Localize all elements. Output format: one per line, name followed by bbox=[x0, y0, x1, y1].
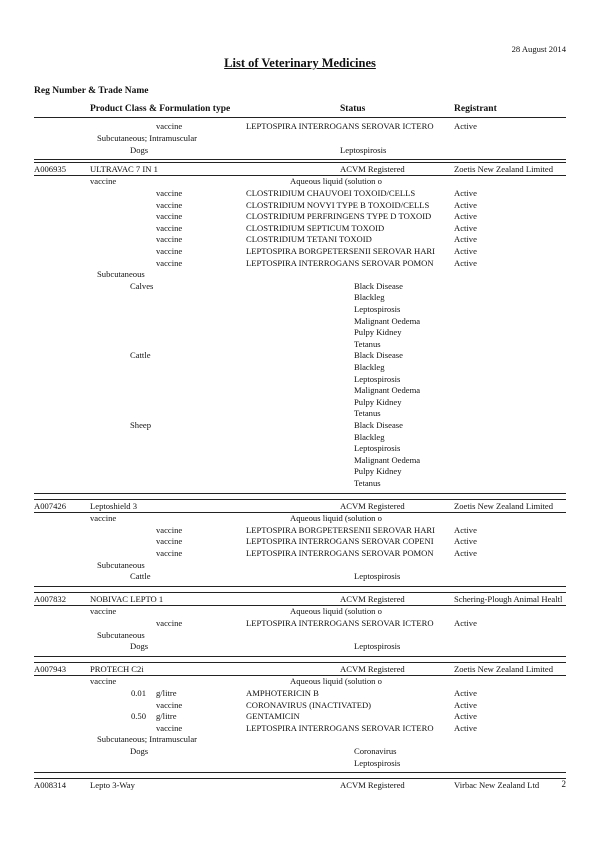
target-disease: Black Disease bbox=[354, 280, 403, 291]
target-disease: Leptospirosis bbox=[354, 641, 401, 652]
registrant-name: Zoetis New Zealand Limited bbox=[454, 500, 554, 511]
record-status: ACVM Registered bbox=[340, 163, 405, 174]
target-disease: Black Disease bbox=[354, 420, 403, 430]
reg-number: A008314 bbox=[34, 780, 66, 791]
ingredient-name: LEPTOSPIRA INTERROGANS SEROVAR ICTERO bbox=[246, 121, 434, 131]
registrant-name: Zoetis New Zealand Limited bbox=[454, 163, 554, 174]
ingredient-name: LEPTOSPIRA BORGPETERSENII SEROVAR HARI bbox=[246, 246, 436, 256]
ingredient-name: CLOSTRIDIUM TETANI TOXOID bbox=[246, 234, 372, 245]
target-disease: Coronavirus bbox=[354, 746, 397, 756]
ingredient-name: CLOSTRIDIUM PERFRINGENS TYPE D TOXOID bbox=[246, 211, 432, 222]
target-disease: Pulpy Kidney bbox=[354, 327, 402, 338]
route: Subcutaneous bbox=[97, 629, 145, 640]
reg-number: A007426 bbox=[34, 500, 66, 511]
ingredient-unit: vaccine bbox=[156, 199, 183, 210]
trade-name: Lepto 3-Way bbox=[90, 780, 135, 791]
ingredient-status: Active bbox=[454, 199, 477, 210]
ingredient-status: Active bbox=[454, 548, 477, 558]
ingredient-status: Active bbox=[454, 121, 477, 131]
route: Subcutaneous; Intramuscular bbox=[97, 132, 197, 143]
formulation-type: Aqueous liquid (solution o bbox=[290, 513, 382, 524]
page-number: 2 bbox=[561, 779, 566, 789]
trade-name: ULTRAVAC 7 IN 1 bbox=[90, 163, 158, 174]
target-disease: Leptospirosis bbox=[354, 571, 401, 582]
product-class: vaccine bbox=[90, 676, 117, 687]
target-species: Dogs bbox=[130, 641, 149, 652]
target-species: Sheep bbox=[130, 420, 152, 430]
reg-number: A007832 bbox=[34, 593, 66, 604]
record-bottom-rule bbox=[34, 772, 566, 773]
record-top-rule bbox=[34, 499, 566, 500]
formulation-type: Aqueous liquid (solution o bbox=[290, 606, 382, 617]
record-bottom-rule bbox=[34, 493, 566, 494]
ingredient-status: Active bbox=[454, 257, 477, 268]
ingredient-status: Active bbox=[454, 234, 477, 245]
ingredient-name: LEPTOSPIRA INTERROGANS SEROVAR POMON bbox=[246, 548, 434, 558]
ingredient-status: Active bbox=[454, 618, 477, 628]
ingredient-name: GENTAMICIN bbox=[246, 711, 300, 722]
ingredient-unit: vaccine bbox=[156, 211, 183, 222]
target-disease: Malignant Oedema bbox=[354, 454, 421, 465]
target-species: Dogs bbox=[130, 145, 149, 156]
ingredient-status: Active bbox=[454, 524, 477, 535]
ingredient-unit: vaccine bbox=[156, 222, 183, 233]
target-disease: Malignant Oedema bbox=[354, 315, 421, 326]
ingredient-unit: vaccine bbox=[156, 524, 183, 535]
header-registrant: Registrant bbox=[454, 104, 497, 114]
ingredient-amount: 0.01 bbox=[130, 688, 146, 698]
target-disease: Tetanus bbox=[354, 408, 381, 419]
product-class: vaccine bbox=[90, 176, 117, 187]
ingredient-name: CLOSTRIDIUM CHAUVOEI TOXOID/CELLS bbox=[246, 188, 416, 198]
trade-name: PROTECH C2i bbox=[90, 663, 144, 674]
ingredient-status: Active bbox=[454, 222, 477, 233]
ingredient-unit: vaccine bbox=[156, 548, 183, 558]
ingredient-name: LEPTOSPIRA BORGPETERSENII SEROVAR HARI bbox=[246, 524, 436, 535]
ingredient-name: AMPHOTERICIN B bbox=[246, 688, 319, 698]
ingredient-status: Active bbox=[454, 688, 477, 698]
ingredient-status: Active bbox=[454, 246, 477, 256]
trade-name: Leptoshield 3 bbox=[90, 500, 138, 511]
ingredient-unit: g/litre bbox=[156, 688, 177, 698]
ingredient-name: LEPTOSPIRA INTERROGANS SEROVAR ICTERO bbox=[246, 722, 434, 733]
reg-number: A007943 bbox=[34, 663, 66, 674]
target-species: Cattle bbox=[130, 350, 151, 361]
record-bottom-rule bbox=[34, 656, 566, 657]
report-date: 28 August 2014 bbox=[511, 44, 566, 54]
registrant-name: Zoetis New Zealand Limited bbox=[454, 663, 554, 674]
record-top-rule bbox=[34, 592, 566, 593]
ingredient-status: Active bbox=[454, 211, 477, 222]
target-disease: Leptospirosis bbox=[354, 443, 401, 454]
ingredient-unit: g/litre bbox=[156, 711, 177, 722]
header-product-class: Product Class & Formulation type bbox=[90, 104, 231, 114]
ingredient-status: Active bbox=[454, 536, 477, 547]
target-disease: Leptospirosis bbox=[354, 757, 401, 768]
product-class: vaccine bbox=[90, 606, 117, 617]
record-separator bbox=[34, 159, 566, 160]
record-status: ACVM Registered bbox=[340, 780, 405, 791]
ingredient-unit: vaccine bbox=[156, 121, 183, 131]
target-species: Calves bbox=[130, 280, 154, 291]
target-disease: Pulpy Kidney bbox=[354, 466, 402, 477]
record-bottom-rule bbox=[34, 586, 566, 587]
target-disease: Malignant Oedema bbox=[354, 385, 421, 396]
target-disease: Tetanus bbox=[354, 478, 381, 488]
ingredient-status: Active bbox=[454, 722, 477, 733]
page-title: List of Veterinary Medicines bbox=[224, 56, 376, 70]
header-reg-trade: Reg Number & Trade Name bbox=[34, 86, 149, 96]
reg-number: A006935 bbox=[34, 163, 66, 174]
ingredient-unit: vaccine bbox=[156, 188, 183, 198]
target-disease: Tetanus bbox=[354, 338, 381, 349]
record-status: ACVM Registered bbox=[340, 663, 405, 674]
ingredient-unit: vaccine bbox=[156, 257, 183, 268]
ingredient-status: Active bbox=[454, 699, 477, 710]
header-status: Status bbox=[340, 104, 366, 114]
registrant-name: Schering-Plough Animal Healtl bbox=[454, 593, 563, 604]
ingredient-name: CLOSTRIDIUM NOVYI TYPE B TOXOID/CELLS bbox=[246, 199, 430, 210]
target-disease: Blackleg bbox=[354, 292, 385, 303]
target-disease: Black Disease bbox=[354, 350, 403, 361]
ingredient-unit: vaccine bbox=[156, 246, 183, 256]
record-top-rule bbox=[34, 778, 566, 779]
ingredient-unit: vaccine bbox=[156, 618, 183, 628]
ingredient-name: LEPTOSPIRA INTERROGANS SEROVAR POMON bbox=[246, 257, 434, 268]
ingredient-name: CLOSTRIDIUM SEPTICUM TOXOID bbox=[246, 222, 385, 233]
route: Subcutaneous; Intramuscular bbox=[97, 734, 197, 745]
ingredient-unit: vaccine bbox=[156, 234, 183, 245]
ingredient-unit: vaccine bbox=[156, 722, 183, 733]
route: Subcutaneous bbox=[97, 559, 145, 570]
route: Subcutaneous bbox=[97, 269, 145, 280]
record-status: ACVM Registered bbox=[340, 593, 405, 604]
ingredient-unit: vaccine bbox=[156, 699, 183, 710]
formulation-type: Aqueous liquid (solution o bbox=[290, 676, 382, 687]
target-disease: Pulpy Kidney bbox=[354, 396, 402, 407]
trade-name: NOBIVAC LEPTO 1 bbox=[90, 593, 164, 604]
target-disease: Leptospirosis bbox=[354, 304, 401, 314]
formulation-type: Aqueous liquid (solution o bbox=[290, 176, 382, 187]
record-top-rule bbox=[34, 162, 566, 163]
header-rule bbox=[34, 117, 566, 118]
target-species: Dogs bbox=[130, 746, 149, 756]
record-top-rule bbox=[34, 662, 566, 663]
ingredient-unit: vaccine bbox=[156, 536, 183, 547]
ingredient-name: LEPTOSPIRA INTERROGANS SEROVAR ICTERO bbox=[246, 618, 434, 628]
ingredient-amount: 0.50 bbox=[130, 711, 146, 722]
registrant-name: Virbac New Zealand Ltd bbox=[454, 780, 540, 791]
ingredient-status: Active bbox=[454, 711, 477, 722]
target-disease: Blackleg bbox=[354, 431, 385, 442]
target-disease: Blackleg bbox=[354, 362, 385, 372]
ingredient-status: Active bbox=[454, 188, 477, 198]
ingredient-name: LEPTOSPIRA INTERROGANS SEROVAR COPENI bbox=[246, 536, 434, 547]
target-disease: Leptospirosis bbox=[354, 373, 401, 384]
target-disease: Leptospirosis bbox=[340, 145, 387, 156]
ingredient-name: CORONAVIRUS (INACTIVATED) bbox=[246, 699, 372, 710]
record-status: ACVM Registered bbox=[340, 500, 405, 511]
product-class: vaccine bbox=[90, 513, 117, 524]
target-species: Cattle bbox=[130, 571, 151, 582]
